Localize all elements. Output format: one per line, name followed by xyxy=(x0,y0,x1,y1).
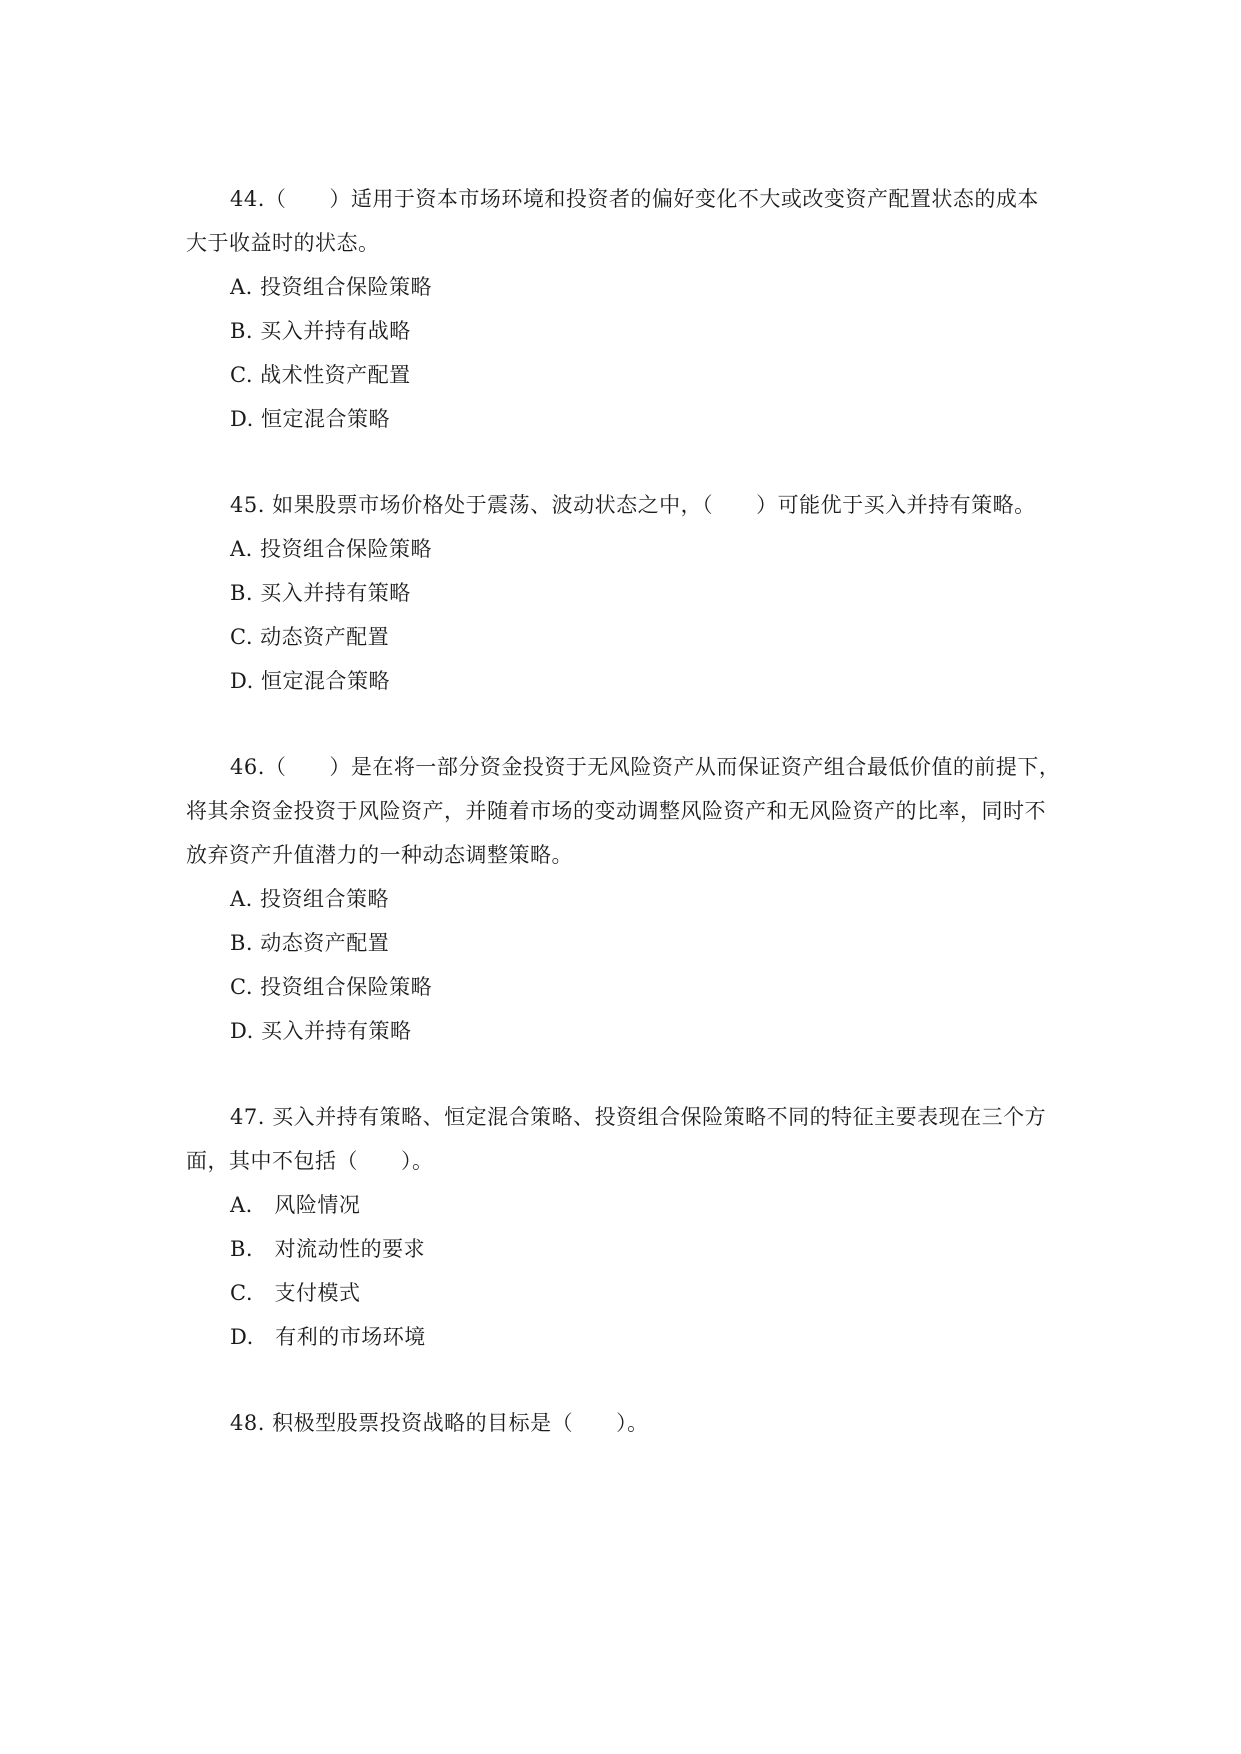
question-47-stem-line-1: 47. 买入并持有策略、恒定混合策略、投资组合保险策略不同的特征主要表现在三个方 xyxy=(230,1105,1047,1129)
question-44-stem-line-2: 大于收益时的状态。 xyxy=(186,231,380,255)
question-44-stem-line-1: 44.（ ）适用于资本市场环境和投资者的偏好变化不大或改变资产配置状态的成本 xyxy=(230,187,1039,211)
question-47-option-b: B. 对流动性的要求 xyxy=(230,1237,426,1261)
question-47-stem-line-2: 面，其中不包括（ ）。 xyxy=(186,1149,434,1173)
question-45-option-b: B. 买入并持有策略 xyxy=(230,581,411,605)
question-46-option-a: A. 投资组合策略 xyxy=(230,887,390,911)
question-46-option-b: B. 动态资产配置 xyxy=(230,931,390,955)
question-46-option-c: C. 投资组合保险策略 xyxy=(230,975,433,999)
question-44-option-d: D. 恒定混合策略 xyxy=(230,407,390,431)
question-46-option-d: D. 买入并持有策略 xyxy=(230,1019,412,1043)
question-45-option-c: C. 动态资产配置 xyxy=(230,625,390,649)
question-47-option-d: D. 有利的市场环境 xyxy=(230,1325,426,1349)
question-44-option-c: C. 战术性资产配置 xyxy=(230,363,411,387)
question-47-option-c: C. 支付模式 xyxy=(230,1281,361,1305)
question-48-stem-line-1: 48. 积极型股票投资战略的目标是（ ）。 xyxy=(230,1411,649,1435)
question-45-option-d: D. 恒定混合策略 xyxy=(230,669,390,693)
question-46-stem-line-2: 将其余资金投资于风险资产，并随着市场的变动调整风险资产和无风险资产的比率，同时不 xyxy=(186,799,1046,823)
question-44-option-a: A. 投资组合保险策略 xyxy=(230,275,433,299)
question-44-option-b: B. 买入并持有战略 xyxy=(230,319,411,343)
question-45-stem-line-1: 45. 如果股票市场价格处于震荡、波动状态之中，（ ）可能优于买入并持有策略。 xyxy=(230,493,1036,517)
question-46-stem-line-3: 放弃资产升值潜力的一种动态调整策略。 xyxy=(186,843,573,867)
question-46-stem-line-1: 46.（ ）是在将一部分资金投资于无风险资产从而保证资产组合最低价值的前提下， xyxy=(230,755,1061,779)
question-47-option-a: A. 风险情况 xyxy=(230,1193,361,1217)
question-45-option-a: A. 投资组合保险策略 xyxy=(230,537,433,561)
